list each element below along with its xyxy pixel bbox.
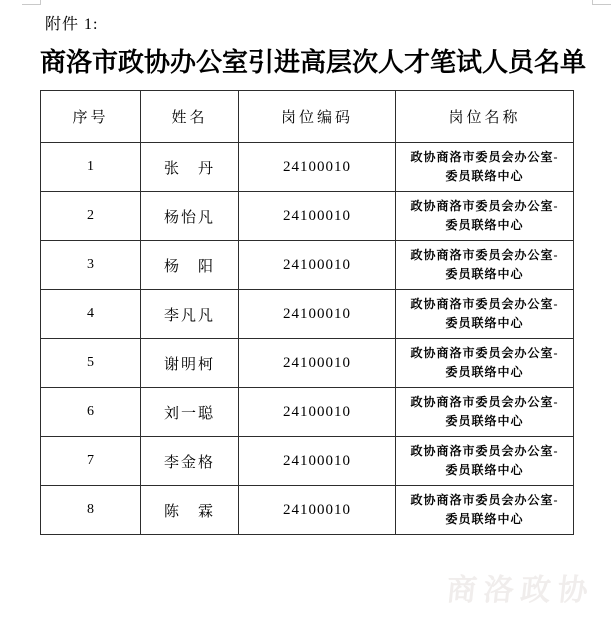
table-row <box>41 143 574 192</box>
position-name-line-1: 政协商洛市委员会办公室- <box>410 198 559 213</box>
position-name-line-2: 委员联络中心 <box>445 463 524 477</box>
cell-position-code: 24100010 <box>239 486 396 535</box>
cell-name: 杨怡凡 <box>141 192 239 241</box>
cell-name: 陈 霖 <box>141 486 239 535</box>
column-header-name: 姓名 <box>141 91 239 143</box>
cell-seq: 7 <box>41 437 141 486</box>
cell-position-code: 24100010 <box>239 241 396 290</box>
table-row <box>41 339 574 388</box>
cell-seq: 4 <box>41 290 141 339</box>
cell-position-code: 24100010 <box>239 437 396 486</box>
position-name-line-1: 政协商洛市委员会办公室- <box>410 149 559 164</box>
attachment-label: 附件 1: <box>45 16 99 33</box>
cell-seq: 2 <box>41 192 141 241</box>
page-corner-mark-left <box>22 0 41 5</box>
table-row <box>41 241 574 290</box>
cell-position-name <box>396 143 574 192</box>
position-name-line-1: 政协商洛市委员会办公室- <box>410 247 559 262</box>
position-name-line-2: 委员联络中心 <box>445 414 524 428</box>
cell-name: 李金格 <box>141 437 239 486</box>
position-name-line-1: 政协商洛市委员会办公室- <box>410 492 559 507</box>
position-name-line-2: 委员联络中心 <box>445 512 524 526</box>
position-name-line-1: 政协商洛市委员会办公室- <box>410 394 559 409</box>
cell-seq: 6 <box>41 388 141 437</box>
table-header-row <box>41 91 574 143</box>
column-header-position-code: 岗位编码 <box>239 91 396 143</box>
column-header-position-name: 岗位名称 <box>396 91 574 143</box>
cell-position-code: 24100010 <box>239 192 396 241</box>
cell-position-name <box>396 486 574 535</box>
table-row <box>41 192 574 241</box>
position-name-line-2: 委员联络中心 <box>445 169 524 183</box>
position-name-line-2: 委员联络中心 <box>445 218 524 232</box>
cell-position-name <box>396 437 574 486</box>
cell-name: 张 丹 <box>141 143 239 192</box>
cell-position-code: 24100010 <box>239 290 396 339</box>
column-header-seq: 序号 <box>41 91 141 143</box>
position-name-line-2: 委员联络中心 <box>445 365 524 379</box>
exam-roster-table <box>40 90 574 535</box>
position-name-line-2: 委员联络中心 <box>445 267 524 281</box>
cell-seq: 3 <box>41 241 141 290</box>
table-row <box>41 437 574 486</box>
page-corner-mark-right <box>592 0 611 5</box>
cell-position-name <box>396 388 574 437</box>
position-name-line-1: 政协商洛市委员会办公室- <box>410 345 559 360</box>
table-row <box>41 290 574 339</box>
cell-seq: 5 <box>41 339 141 388</box>
cell-position-name <box>396 241 574 290</box>
cell-name: 刘一聪 <box>141 388 239 437</box>
cell-position-code: 24100010 <box>239 143 396 192</box>
cell-seq: 1 <box>41 143 141 192</box>
position-name-line-2: 委员联络中心 <box>445 316 524 330</box>
cell-position-code: 24100010 <box>239 388 396 437</box>
cell-position-name <box>396 192 574 241</box>
cell-name: 谢明柯 <box>141 339 239 388</box>
cell-seq: 8 <box>41 486 141 535</box>
page-title: 商洛市政协办公室引进高层次人才笔试人员名单 <box>40 48 587 77</box>
watermark: 商洛政协 <box>444 574 597 607</box>
cell-name: 李凡凡 <box>141 290 239 339</box>
cell-position-name <box>396 290 574 339</box>
position-name-line-1: 政协商洛市委员会办公室- <box>410 443 559 458</box>
table-row <box>41 388 574 437</box>
position-name-line-1: 政协商洛市委员会办公室- <box>410 296 559 311</box>
cell-name: 杨 阳 <box>141 241 239 290</box>
table-row <box>41 486 574 535</box>
cell-position-code: 24100010 <box>239 339 396 388</box>
table-body <box>41 143 574 535</box>
cell-position-name <box>396 339 574 388</box>
